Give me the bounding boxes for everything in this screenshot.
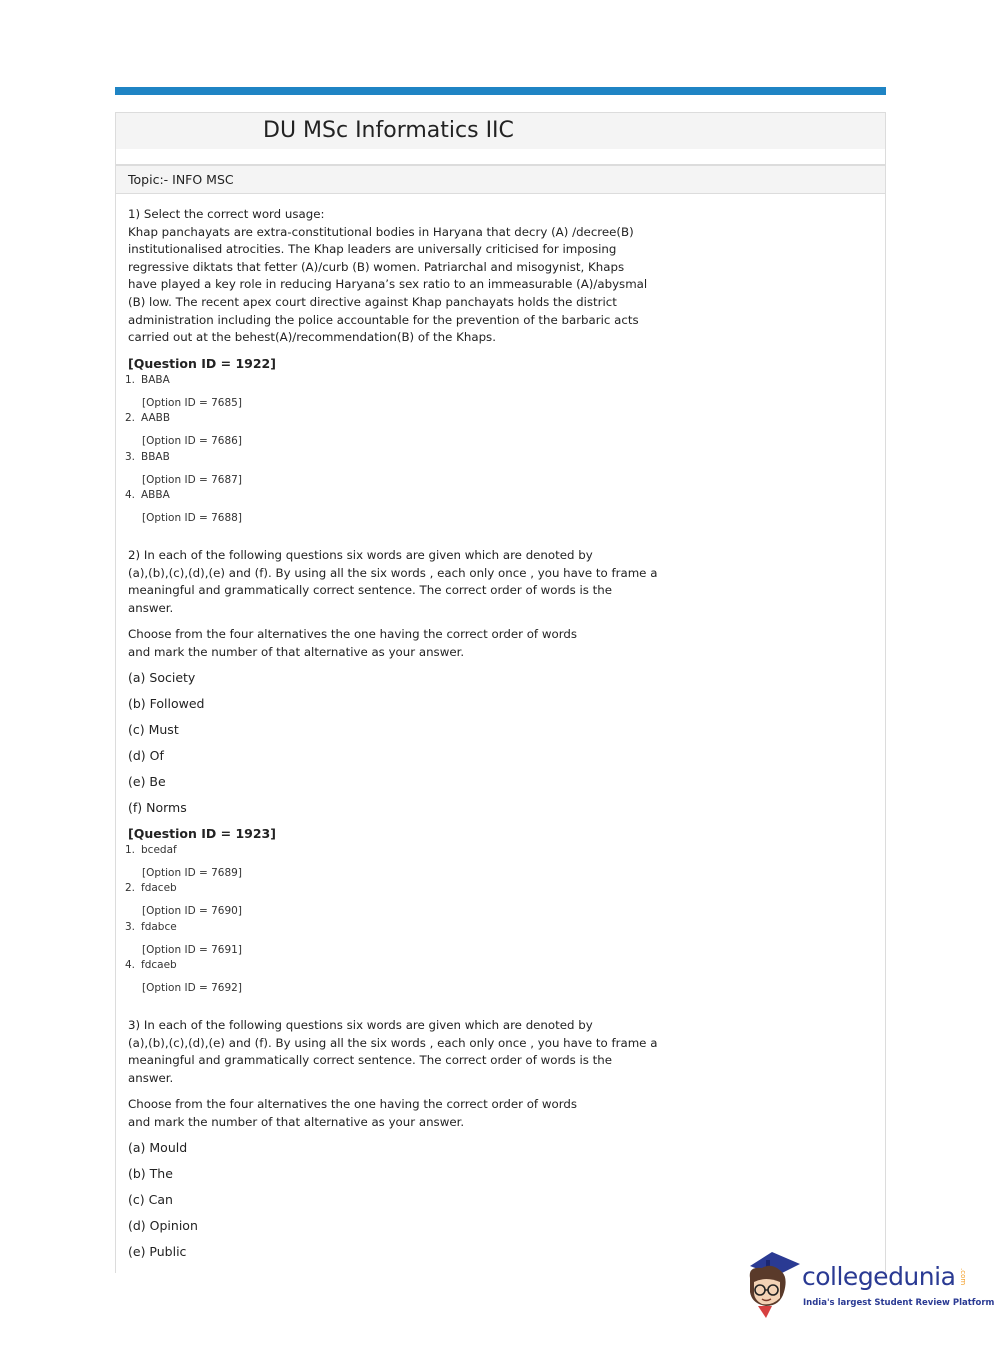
- question-3-word: (d) Opinion: [128, 1218, 198, 1233]
- logo-suffix: .com: [959, 1268, 967, 1286]
- question-2-option-3[interactable]: 3. fdabce: [125, 921, 177, 933]
- topic-panel: [115, 165, 886, 194]
- title-panel: [115, 112, 886, 150]
- question-3-word: (b) The: [128, 1166, 173, 1181]
- question-1-line: administration including the police accountable for the prevention of the barbaric acts: [128, 312, 639, 327]
- question-1-id: [Question ID = 1922]: [128, 356, 276, 371]
- question-2-option-1-id: [Option ID = 7689]: [142, 867, 242, 879]
- question-2-instruction-line: Choose from the four alternatives the one having the correct order of words: [128, 627, 577, 641]
- title-spacer: [115, 149, 886, 165]
- question-2-word: (a) Society: [128, 670, 196, 685]
- question-3-word: (c) Can: [128, 1192, 173, 1207]
- question-2-line: answer.: [128, 600, 174, 615]
- question-1-option-4[interactable]: 4. ABBA: [125, 489, 170, 501]
- topic-label: Topic:- INFO MSC: [128, 172, 234, 187]
- question-1-line: regressive diktats that fetter (A)/curb (B) women. Patriarchal and misogynist, Khaps: [128, 259, 625, 274]
- question-2-word: (b) Followed: [128, 696, 205, 711]
- question-2-option-1[interactable]: 1. bcedaf: [125, 844, 177, 856]
- question-3-line: answer.: [128, 1070, 174, 1085]
- question-2-text: [128, 547, 698, 617]
- question-2-word: (d) Of: [128, 748, 164, 763]
- mascot-icon: [742, 1248, 802, 1320]
- question-2-word: (e) Be: [128, 774, 166, 789]
- question-2-option-3-id: [Option ID = 7691]: [142, 944, 242, 956]
- question-2-instruction-line: and mark the number of that alternative as your answer.: [128, 644, 465, 659]
- question-1-option-1-id: [Option ID = 7685]: [142, 397, 242, 409]
- question-2-option-4-id: [Option ID = 7692]: [142, 982, 242, 994]
- question-2-line: meaningful and grammatically correct sentence. The correct order of words is the: [128, 583, 613, 598]
- question-2-word: (c) Must: [128, 722, 179, 737]
- question-2-option-2[interactable]: 2. fdaceb: [125, 882, 177, 894]
- question-1-option-3-id: [Option ID = 7687]: [142, 474, 242, 486]
- question-3-word: (a) Mould: [128, 1140, 188, 1155]
- logo-wordmark: collegedunia: [802, 1262, 956, 1291]
- header-accent-bar: [115, 87, 886, 95]
- collegedunia-logo[interactable]: [742, 1248, 995, 1320]
- question-2-id: [Question ID = 1923]: [128, 826, 276, 841]
- logo-tagline: India's largest Student Review Platform: [803, 1298, 995, 1308]
- question-3-instruction-line: and mark the number of that alternative as your answer.: [128, 1114, 465, 1129]
- question-1-line: Khap panchayats are extra-constitutional bodies in Haryana that decry (A) /decree(B): [128, 224, 634, 239]
- question-2-line: (a),(b),(c),(d),(e) and (f). By using all the six words , each only once , you have to frame a: [128, 565, 658, 580]
- question-3-line: (a),(b),(c),(d),(e) and (f). By using all the six words , each only once , you have to frame a: [128, 1035, 658, 1050]
- question-2-word: (f) Norms: [128, 800, 187, 815]
- question-2-line: 2) In each of the following questions six words are given which are denoted by: [128, 548, 593, 562]
- question-1-text: [128, 206, 688, 347]
- question-1-option-2[interactable]: 2. AABB: [125, 412, 171, 424]
- question-1-line: carried out at the behest(A)/recommendation(B) of the Khaps.: [128, 330, 496, 345]
- question-1-option-3[interactable]: 3. BBAB: [125, 451, 170, 463]
- question-1-option-1[interactable]: 1. BABA: [125, 374, 170, 386]
- question-3-line: meaningful and grammatically correct sentence. The correct order of words is the: [128, 1053, 613, 1068]
- question-2-option-4[interactable]: 4. fdcaeb: [125, 959, 177, 971]
- question-1-line: (B) low. The recent apex court directive against Khap panchayats holds the district: [128, 294, 617, 309]
- question-3-instruction-line: Choose from the four alternatives the one having the correct order of words: [128, 1097, 577, 1111]
- question-2-option-2-id: [Option ID = 7690]: [142, 905, 242, 917]
- question-1-line: have played a key role in reducing Haryana’s sex ratio to an immeasurable (A)/abysmal: [128, 277, 648, 292]
- question-3-text: [128, 1017, 698, 1087]
- page-title: DU MSc Informatics IIC: [263, 118, 514, 143]
- question-3-word: (e) Public: [128, 1244, 187, 1259]
- question-3-line: 3) In each of the following questions six words are given which are denoted by: [128, 1018, 593, 1032]
- question-3-instruction: [128, 1096, 688, 1131]
- question-1-line: institutionalised atrocities. The Khap leaders are universally criticised for imposing: [128, 242, 617, 257]
- question-2-instruction: [128, 626, 688, 661]
- question-1-option-2-id: [Option ID = 7686]: [142, 435, 242, 447]
- question-1-option-4-id: [Option ID = 7688]: [142, 512, 242, 524]
- question-1-prompt: 1) Select the correct word usage:: [128, 207, 325, 221]
